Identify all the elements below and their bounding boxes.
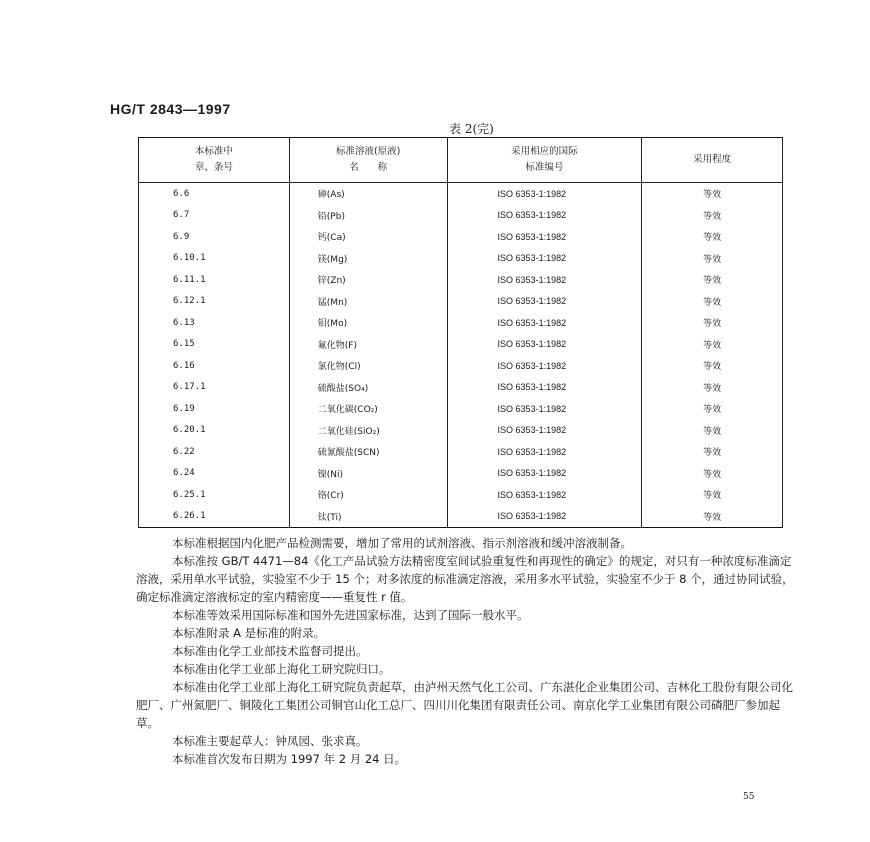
col-header-line: 采用相应的国际: [511, 146, 578, 157]
note-paragraph: 本标准首次发布日期为 1997 年 2 月 24 日。: [172, 752, 407, 766]
note-paragraph: 本标准等效采用国际标准和国外先进国家标准，达到了国际一般水平。: [172, 608, 529, 622]
clause-number-cell: 6.7: [139, 205, 290, 227]
table-row: [139, 441, 783, 463]
solution-name-cell: 二氧化碳(CO₂): [289, 398, 447, 420]
table-row: [139, 420, 783, 442]
clause-number-cell: 6.19: [139, 398, 290, 420]
adoption-degree-cell: 等效: [642, 226, 783, 248]
intl-standard-cell: ISO 6353-1:1982: [447, 441, 642, 463]
clause-number-cell: 6.17.1: [139, 377, 290, 399]
col-header-line: 采用程度: [693, 154, 732, 165]
intl-standard-cell: ISO 6353-1:1982: [447, 484, 642, 506]
col-header-clause: [139, 138, 290, 183]
solution-name-cell: 二氧化硅(SiO₂): [289, 420, 447, 442]
table-row: [139, 506, 783, 528]
intl-standard-cell: ISO 6353-1:1982: [447, 205, 642, 227]
col-header-line: 章、条号: [194, 162, 233, 173]
table-row: [139, 248, 783, 270]
standard-code: HG/T 2843—1997: [110, 101, 231, 117]
standards-table: [138, 137, 783, 528]
table-header: [139, 138, 783, 183]
note-paragraph: 本标准由化学工业部上海化工研究院负责起草，由泸州天然气化工公司、广东湛化企业集团公司、吉林化工股份有限公司化肥厂、广州氮肥厂、铜陵化工集团公司铜官山化工总厂、四川川化集团有限责任公司、南京化学工业集团有限公司磷肥厂参加起草。: [136, 680, 793, 730]
adoption-degree-cell: 等效: [642, 484, 783, 506]
table-row: [139, 312, 783, 334]
table-row: [139, 183, 783, 205]
adoption-degree-cell: 等效: [642, 334, 783, 356]
col-header-solution: [289, 138, 447, 183]
page-number: 55: [743, 792, 755, 802]
solution-name-cell: 镁(Mg): [289, 248, 447, 270]
table-row: [139, 269, 783, 291]
solution-name-cell: 铬(Cr): [289, 484, 447, 506]
table-row: [139, 355, 783, 377]
clause-number-cell: 6.24: [139, 463, 290, 485]
note-paragraph: 本标准由化学工业部技术监督司提出。: [172, 644, 368, 658]
table-row: [139, 334, 783, 356]
adoption-degree-cell: 等效: [642, 269, 783, 291]
note-paragraph: 本标准按 GB/T 4471—84《化工产品试验方法精密度室间试验重复性和再现性的确定》的规定，对只有一种浓度标准滴定溶液，采用单水平试验，实验室不少于 15 个；对多浓度的标准滴定溶液，采用多水平试验，实验室不少于 8 个，通过协同试验，确定标准滴定溶液标定的室内精密度——重复性 r 值。: [136, 554, 794, 604]
solution-name-cell: 铅(Pb): [289, 205, 447, 227]
solution-name-cell: 硫酸盐(SO₄): [289, 377, 447, 399]
clause-number-cell: 6.10.1: [139, 248, 290, 270]
intl-standard-cell: ISO 6353-1:1982: [447, 334, 642, 356]
note-paragraph: 本标准主要起草人：钟凤园、张求真。: [172, 734, 368, 748]
solution-name-cell: 锌(Zn): [289, 269, 447, 291]
col-header-line: 标准溶液(原液): [335, 146, 401, 157]
table-row: [139, 398, 783, 420]
col-header-adoption: [642, 138, 783, 183]
intl-standard-cell: ISO 6353-1:1982: [447, 506, 642, 528]
note-paragraph: 本标准附录 A 是标准的附录。: [172, 626, 326, 640]
note-paragraph: 本标准由化学工业部上海化工研究院归口。: [172, 662, 391, 676]
intl-standard-cell: ISO 6353-1:1982: [447, 420, 642, 442]
adoption-degree-cell: 等效: [642, 420, 783, 442]
adoption-degree-cell: 等效: [642, 506, 783, 528]
table-body: [139, 183, 783, 528]
solution-name-cell: 硫氰酸盐(SCN): [289, 441, 447, 463]
solution-name-cell: 氟化物(F): [289, 334, 447, 356]
solution-name-cell: 镍(Ni): [289, 463, 447, 485]
clause-number-cell: 6.25.1: [139, 484, 290, 506]
solution-name-cell: 砷(As): [289, 183, 447, 205]
clause-number-cell: 6.22: [139, 441, 290, 463]
solution-name-cell: 钼(Mo): [289, 312, 447, 334]
adoption-degree-cell: 等效: [642, 377, 783, 399]
clause-number-cell: 6.15: [139, 334, 290, 356]
note-paragraph: 本标准根据国内化肥产品检测需要，增加了常用的试剂溶液、指示剂溶液和缓冲溶液制备。: [172, 536, 632, 550]
solution-name-cell: 钛(Ti): [289, 506, 447, 528]
table-row: [139, 291, 783, 313]
table-row: [139, 205, 783, 227]
clause-number-cell: 6.20.1: [139, 420, 290, 442]
intl-standard-cell: ISO 6353-1:1982: [447, 312, 642, 334]
clause-number-cell: 6.6: [139, 183, 290, 205]
intl-standard-cell: ISO 6353-1:1982: [447, 377, 642, 399]
intl-standard-cell: ISO 6353-1:1982: [447, 248, 642, 270]
table-caption: 表 2(完): [449, 122, 494, 136]
clause-number-cell: 6.12.1: [139, 291, 290, 313]
intl-standard-cell: ISO 6353-1:1982: [447, 226, 642, 248]
col-header-intl-standard: [447, 138, 642, 183]
clause-number-cell: 6.11.1: [139, 269, 290, 291]
clause-number-cell: 6.26.1: [139, 506, 290, 528]
intl-standard-cell: ISO 6353-1:1982: [447, 269, 642, 291]
clause-number-cell: 6.13: [139, 312, 290, 334]
adoption-degree-cell: 等效: [642, 312, 783, 334]
adoption-degree-cell: 等效: [642, 441, 783, 463]
col-header-line: 本标准中: [194, 146, 233, 157]
table-row: [139, 463, 783, 485]
intl-standard-cell: ISO 6353-1:1982: [447, 355, 642, 377]
clause-number-cell: 6.9: [139, 226, 290, 248]
solution-name-cell: 氯化物(Cl): [289, 355, 447, 377]
adoption-degree-cell: 等效: [642, 463, 783, 485]
adoption-degree-cell: 等效: [642, 291, 783, 313]
table-row: [139, 377, 783, 399]
intl-standard-cell: ISO 6353-1:1982: [447, 463, 642, 485]
table-row: [139, 484, 783, 506]
adoption-degree-cell: 等效: [642, 355, 783, 377]
adoption-degree-cell: 等效: [642, 398, 783, 420]
adoption-degree-cell: 等效: [642, 248, 783, 270]
clause-number-cell: 6.16: [139, 355, 290, 377]
col-header-line: 名 称: [349, 162, 388, 173]
adoption-degree-cell: 等效: [642, 183, 783, 205]
adoption-degree-cell: 等效: [642, 205, 783, 227]
notes-section: [136, 534, 796, 768]
col-header-line: 标准编号: [525, 162, 564, 173]
table-row: [139, 226, 783, 248]
intl-standard-cell: ISO 6353-1:1982: [447, 291, 642, 313]
intl-standard-cell: ISO 6353-1:1982: [447, 183, 642, 205]
solution-name-cell: 钙(Ca): [289, 226, 447, 248]
intl-standard-cell: ISO 6353-1:1982: [447, 398, 642, 420]
solution-name-cell: 锰(Mn): [289, 291, 447, 313]
